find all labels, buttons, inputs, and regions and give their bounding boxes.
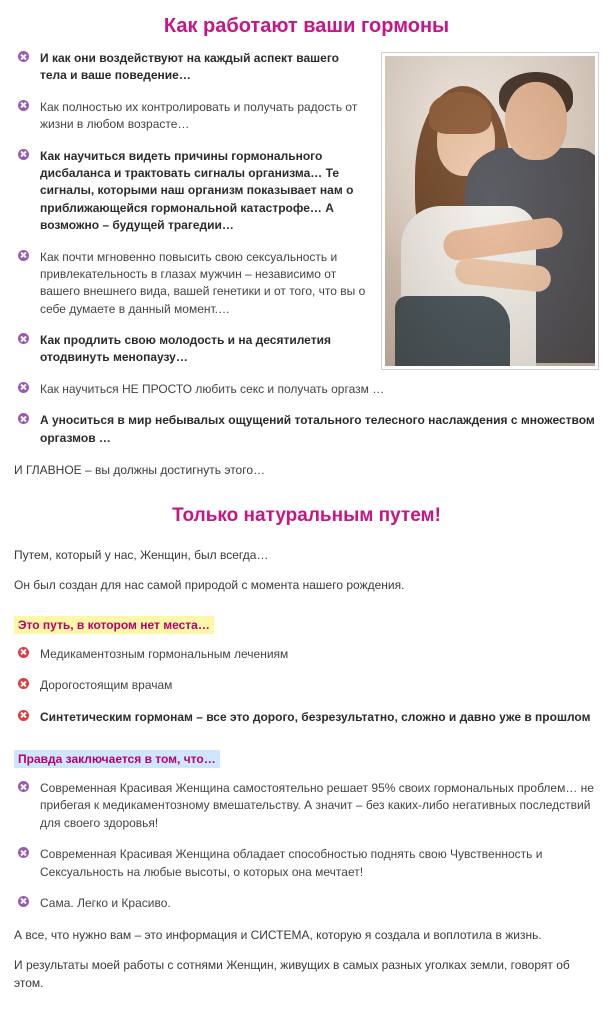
cross-bullet-icon <box>18 781 29 792</box>
page-title: Как работают ваши гормоны <box>163 15 450 37</box>
list-item-text: И как они воздействуют на каждый аспект вашего тела и ваше поведение… <box>40 51 339 83</box>
cross-bullet-icon <box>18 647 29 658</box>
document-page <box>0 14 613 1014</box>
main-note: И ГЛАВНОЕ – вы должны достигнуть этого… <box>14 463 266 478</box>
cross-bullet-icon <box>18 149 29 160</box>
truth-list <box>14 780 599 912</box>
list-item-text: Как почти мгновенно повысить свою сексуальность и привлекательность в глазах мужчин – независимо от вашего внешнего вида, вашей генетики и от того, что вы о себе думаете в данный момент.… <box>40 249 366 316</box>
list-item <box>14 412 599 447</box>
list-item-text: Медикаментозным гормональным лечениям <box>40 646 289 661</box>
no-place-list <box>14 646 599 726</box>
list-item <box>14 50 599 85</box>
list-item <box>14 99 599 134</box>
highlight-no-place: Это путь, в котором нет места… <box>14 616 214 634</box>
cross-bullet-icon <box>18 847 29 858</box>
list-item-text: Как полностью их контролировать и получать радость от жизни в любом возрасте… <box>40 99 358 132</box>
benefits-list <box>14 50 599 398</box>
cross-bullet-icon <box>18 333 29 344</box>
benefits-list-continued <box>14 412 599 447</box>
list-item <box>14 677 599 694</box>
list-item <box>14 895 599 912</box>
closing-line-1: А все, что нужно вам – это информация и СИСТЕМА, которую я создала и воплотила в жизнь. <box>14 928 542 943</box>
intro-section <box>14 50 599 479</box>
list-item-text: Дорогостоящим врачам <box>40 678 173 693</box>
list-item <box>14 332 599 367</box>
list-item <box>14 709 599 726</box>
cross-bullet-icon <box>18 250 29 261</box>
section-subtitle: Только натуральным путем! <box>172 505 441 527</box>
list-item-text: Сама. Легко и Красиво. <box>40 895 171 910</box>
cross-bullet-icon <box>18 51 29 62</box>
list-item-text: Современная Красивая Женщина самостоятельно решает 95% своих гормональных проблем… не прибегая к медикаментозному вмешательству. А значит – без каких-либо негативных последствий для своего здоровья! <box>40 781 594 830</box>
list-item-text: Как научиться НЕ ПРОСТО любить секс и получать оргазм … <box>40 381 385 396</box>
list-item <box>14 249 599 319</box>
list-item <box>14 646 599 663</box>
list-item <box>14 780 599 832</box>
cross-bullet-icon <box>18 413 29 424</box>
cross-bullet-icon <box>18 100 29 111</box>
cross-bullet-icon <box>18 382 29 393</box>
list-item-text: Как научиться видеть причины гормонального дисбаланса и трактовать сигналы организма… Те сигналы, которыми наш организм показывает нам о приближающейся гормональной катастрофе… А возможно – будущей трагедии… <box>40 148 354 233</box>
list-item-text: Синтетическим гормонам – все это дорого, безрезультатно, сложно и давно уже в прошлом <box>40 709 591 724</box>
cross-bullet-icon <box>18 896 29 907</box>
cross-bullet-icon <box>18 710 29 721</box>
intro-line-1: Путем, который у нас, Женщин, был всегда… <box>14 547 269 562</box>
list-item-text: Современная Красивая Женщина обладает способностью поднять свою Чувственность и Сексуальность на любые высоты, о которых она мечтает! <box>40 847 543 879</box>
list-item <box>14 846 599 881</box>
list-item-text: Как продлить свою молодость и на десятилетия отодвинуть менопаузу… <box>40 333 331 365</box>
list-item-text: А уноситься в мир небывалых ощущений тотального телесного наслаждения с множеством оргазмов … <box>40 413 595 445</box>
list-item <box>14 148 599 235</box>
closing-line-2: И результаты моей работы с сотнями Женщин, живущих в самых разных уголках земли, говорят об этом. <box>14 958 570 991</box>
intro-line-2: Он был создан для нас самой природой с момента нашего рождения. <box>14 577 405 592</box>
highlight-truth: Правда заключается в том, что… <box>14 750 220 768</box>
list-item <box>14 381 599 398</box>
cross-bullet-icon <box>18 678 29 689</box>
